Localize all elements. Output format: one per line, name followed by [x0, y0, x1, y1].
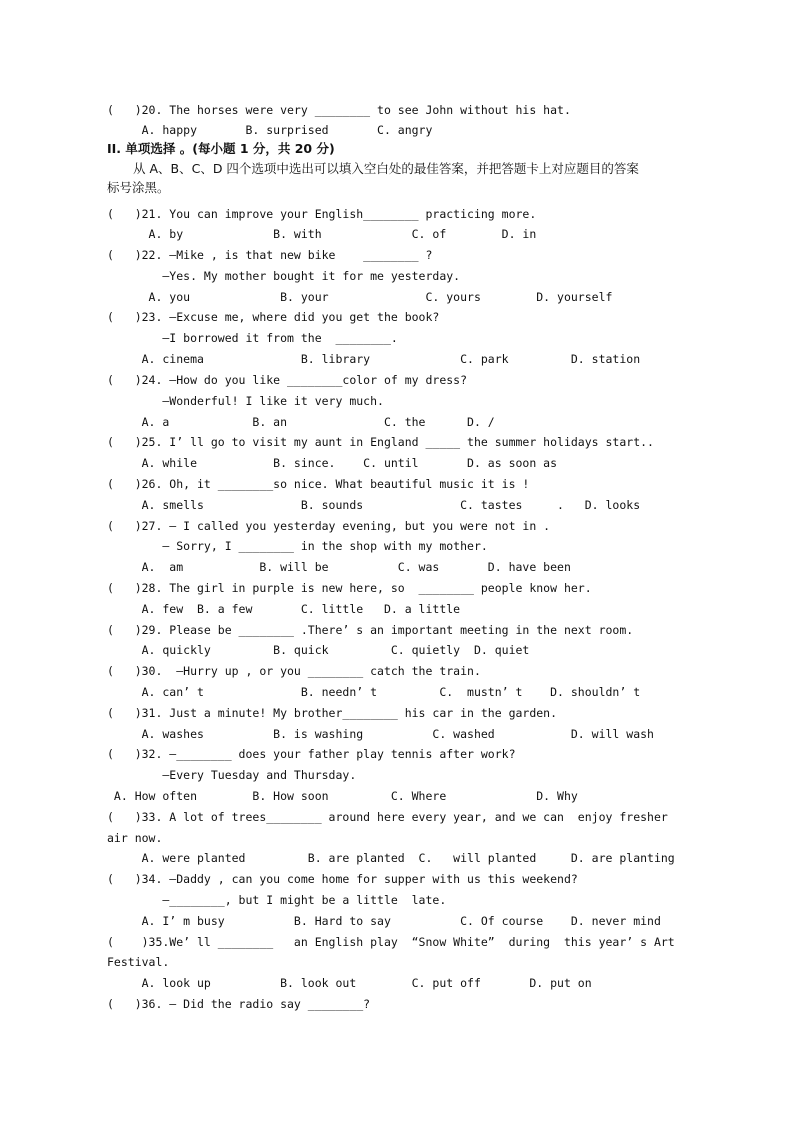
- question-21: ( )21. You can improve your English________ practicing more.: [107, 207, 537, 221]
- question-22-options: A. you B. your C. yours D. yourself: [107, 290, 613, 304]
- question-27-options: A. am B. will be C. was D. have been: [107, 560, 571, 574]
- question-34-options: A. I’ m busy B. Hard to say C. Of course D. never mind: [107, 914, 661, 928]
- question-33: ( )33. A lot of trees________ around here every year, and we can enjoy fresher: [107, 810, 668, 824]
- question-24: ( )24. —How do you like ________color of my dress?: [107, 373, 468, 387]
- question-35-options: A. look up B. look out C. put off D. put on: [107, 976, 592, 990]
- section-instructions: 从 A、B、C、D 四个选项中选出可以填入空白处的最佳答案，并把答题卡上对应题目的答案: [133, 161, 639, 176]
- question-22: ( )22. —Mike , is that new bike ________ ?: [107, 248, 433, 262]
- question-35-cont: Festival.: [107, 955, 170, 969]
- question-32: ( )32. —________ does your father play tennis after work?: [107, 747, 516, 761]
- question-34: ( )34. —Daddy , can you come home for supper with us this weekend?: [107, 872, 578, 886]
- question-30: ( )30. —Hurry up , or you ________ catch the train.: [107, 664, 481, 678]
- question-29-options: A. quickly B. quick C. quietly D. quiet: [107, 643, 530, 657]
- question-22-dialogue: —Yes. My mother bought it for me yesterday.: [107, 269, 461, 283]
- question-25: ( )25. I’ ll go to visit my aunt in England _____ the summer holidays start..: [107, 435, 654, 449]
- question-28: ( )28. The girl in purple is new here, so ________ people know her.: [107, 581, 592, 595]
- question-33-cont: air now.: [107, 831, 163, 845]
- question-32-dialogue: —Every Tuesday and Thursday.: [107, 768, 357, 782]
- question-33-options: A. were planted B. are planted C. will planted D. are planting: [107, 851, 675, 865]
- question-31-options: A. washes B. is washing C. washed D. will wash: [107, 727, 654, 741]
- question-32-options: A. How often B. How soon C. Where D. Why: [107, 789, 578, 803]
- question-24-options: A. a B. an C. the D. /: [107, 415, 495, 429]
- question-26-options: A. smells B. sounds C. tastes . D. looks: [107, 498, 641, 512]
- question-35: ( )35.We’ ll ________ an English play “Snow White” during this year’ s Art: [107, 935, 675, 949]
- question-20: ( )20. The horses were very ________ to see John without his hat.: [107, 103, 571, 117]
- question-34-dialogue: —________, but I might be a little late.: [107, 893, 447, 907]
- question-27: ( )27. — I called you yesterday evening, but you were not in .: [107, 519, 551, 533]
- question-25-options: A. while B. since. C. until D. as soon as: [107, 456, 558, 470]
- section-heading: II. 单项选择 。(每小题 1 分，共 20 分): [107, 141, 335, 156]
- question-20-options: A. happy B. surprised C. angry: [107, 123, 433, 137]
- question-21-options: A. by B. with C. of D. in: [107, 227, 537, 241]
- question-26: ( )26. Oh, it ________so nice. What beautiful music it is !: [107, 477, 530, 491]
- question-30-options: A. can’ t B. needn’ t C. mustn’ t D. shouldn’ t: [107, 685, 641, 699]
- section-instructions-cont: 标号涂黑。: [107, 180, 170, 195]
- question-23-options: A. cinema B. library C. park D. station: [107, 352, 641, 366]
- question-23: ( )23. —Excuse me, where did you get the book?: [107, 310, 440, 324]
- question-29: ( )29. Please be ________ .There’ s an important meeting in the next room.: [107, 623, 634, 637]
- question-27-dialogue: — Sorry, I ________ in the shop with my mother.: [107, 539, 488, 553]
- question-31: ( )31. Just a minute! My brother________ his car in the garden.: [107, 706, 558, 720]
- question-36: ( )36. — Did the radio say ________?: [107, 997, 371, 1011]
- question-24-dialogue: —Wonderful! I like it very much.: [107, 394, 384, 408]
- question-23-dialogue: —I borrowed it from the ________.: [107, 331, 398, 345]
- question-28-options: A. few B. a few C. little D. a little: [107, 602, 461, 616]
